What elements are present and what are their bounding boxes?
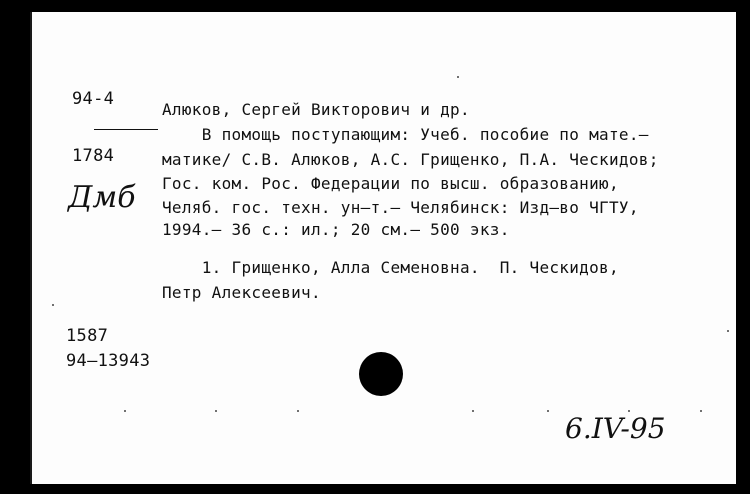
scan-speck [215, 410, 217, 412]
handwritten-note: Дмб [68, 180, 136, 215]
tracing-line-1: 1. Грищенко, Алла Семеновна. П. Ческидов, [162, 258, 619, 277]
entry-line-publisher: Челяб. гос. техн. ун–т.– Челябинск: Изд–во ЧГТУ, [162, 198, 639, 217]
entry-line-organization: Гос. ком. Рос. Федерации по высш. образованию, [162, 174, 619, 193]
author-mark: 1784 [72, 146, 115, 166]
entry-line-author: Алюков, Сергей Викторович и др. [162, 100, 470, 119]
entry-line-title: В помощь поступающим: Учеб. пособие по мате.– [162, 125, 649, 144]
tracing-line-2: Петр Алексеевич. [162, 283, 321, 302]
catalog-card [30, 12, 736, 484]
scan-speck [457, 76, 459, 78]
inventory-number: 1587 [66, 326, 109, 346]
card-punch-hole [359, 352, 403, 396]
scan-speck [124, 410, 126, 412]
order-number: 94–13943 [66, 351, 151, 371]
entry-line-responsibility: матике/ С.В. Алюков, А.С. Грищенко, П.А. Ческидов; [162, 150, 659, 169]
shelf-mark: 94-4 [72, 89, 115, 109]
handwritten-date: 6.IV-95 [565, 412, 666, 445]
scan-speck [547, 410, 549, 412]
scan-speck [297, 410, 299, 412]
entry-line-physical: 1994.– 36 с.: ил.; 20 см.– 500 экз. [162, 220, 510, 239]
scan-speck [472, 410, 474, 412]
shelf-mark-rule [94, 129, 158, 130]
scan-speck [52, 304, 54, 306]
scan-speck [700, 410, 702, 412]
scan-speck [628, 410, 630, 412]
scan-speck [727, 330, 729, 332]
